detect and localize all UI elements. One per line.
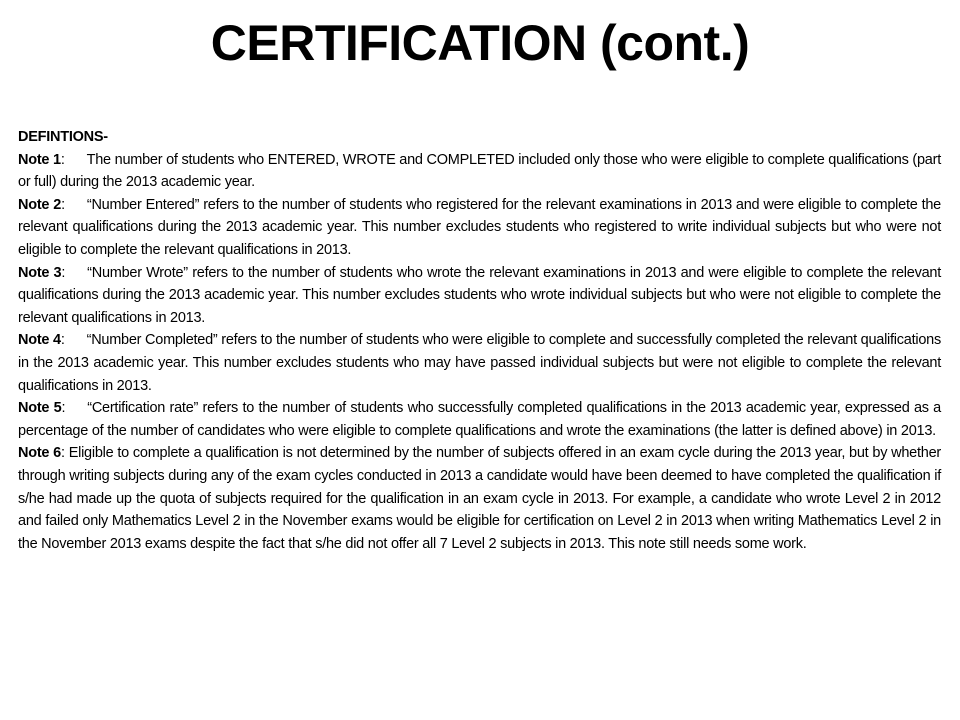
definitions-section — [18, 126, 941, 555]
note-label: Note 6 — [18, 445, 61, 462]
note-text: Eligible to complete a qualification is not determined by the number of subjects offered in an exam cycle during the 2013 year, but by whether through writing subjects during any of the exam cycles conducted in 2013 a candidate would have been deemed to have completed the qualification if s/he had made up the quota of subjects required for the qualification in an exam cycle in 2013. For example, a candidate who wrote Level 2 in 2012 and failed only Mathematics Level 2 in the November exams would be eligible for certification on Level 2 in 2013 when writing Mathematics Level 2 in the November 2013 exams despite the fact that s/he did not offer all 7 Level 2 subjects in 2013. This note still needs some work. — [18, 445, 941, 552]
note-1 — [18, 149, 941, 194]
note-separator: : — [61, 196, 65, 213]
definitions-heading: DEFINTIONS- — [18, 129, 108, 145]
note-separator: : — [61, 264, 66, 281]
note-label: Note 3 — [18, 264, 62, 281]
note-text: “Number Completed” refers to the number of students who were eligible to complete and successfully completed the relevant qualifications in the 2013 academic year. This number excludes students who may have passed individual subjects but were not eligible to complete the relevant qualifications in 2013. — [18, 332, 941, 394]
note-label: Note 2 — [18, 196, 62, 213]
note-separator: : — [60, 151, 65, 168]
note-4 — [18, 329, 941, 397]
slide-title: CERTIFICATION (cont.) — [210, 15, 750, 71]
note-text: “Number Entered” refers to the number of students who registered for the relevant examinations in 2013 and were eligible to complete the relevant qualifications during the 2013 academic year. This number excludes students who registered to write individual subjects but who were not eligible to complete the relevant qualifications in 2013. — [18, 196, 941, 258]
note-separator: : — [60, 332, 65, 349]
note-5 — [18, 397, 941, 442]
note-3 — [18, 262, 941, 330]
note-6 — [18, 442, 941, 555]
note-text: “Certification rate” refers to the number of students who successfully completed qualifications in the 2013 academic year, expressed as a percentage of the number of candidates who were eligible to complete qualifications and wrote the examinations (the latter is defined above) in 2013. — [18, 400, 941, 439]
note-label: Note 4 — [18, 332, 61, 349]
note-2 — [18, 194, 941, 262]
note-text: The number of students who ENTERED, WROTE and COMPLETED included only those who were eligible to complete qualifications (part or full) during the 2013 academic year. — [18, 151, 941, 191]
note-separator: : — [61, 400, 66, 417]
note-label: Note 5 — [18, 400, 62, 417]
note-label: Note 1 — [18, 151, 61, 168]
note-text: “Number Wrote” refers to the number of students who wrote the relevant examinations in 2013 and were eligible to complete the relevant qualifications during the 2013 academic year. This number excludes students who wrote individual subjects but who were not eligible to complete the relevant qualifications in 2013. — [18, 264, 941, 326]
note-separator: : — [60, 445, 65, 462]
